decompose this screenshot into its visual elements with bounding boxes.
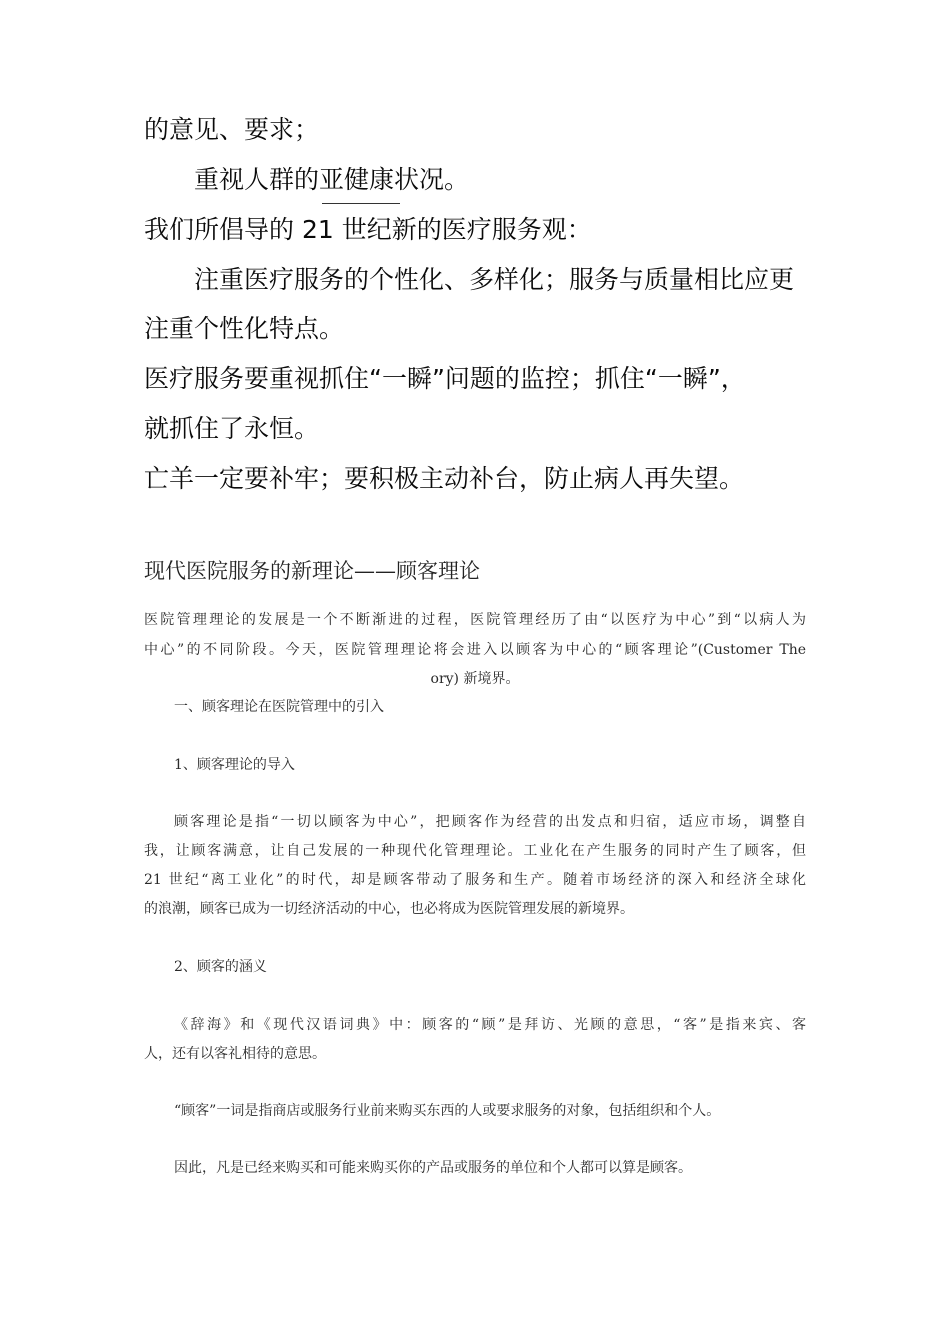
paragraph-line: “顾客”一词是指商店或服务行业前来购买东西的人或要求服务的对象，包括组织和个人。 bbox=[174, 1103, 721, 1119]
paragraph-line: 我，让顾客满意，让自己发展的一种现代化管理理论。工业化在产生服务的同时产生了顾客，但 bbox=[144, 843, 806, 859]
paragraph-line: 医院管理理论的发展是一个不断渐进的过程，医院管理经历了由“以医疗为中心”到“以病人为 bbox=[144, 612, 806, 628]
paragraph-line: 《辞海》和《现代汉语词典》中：顾客的“顾”是拜访、光顾的意思，“客”是指来宾、客 bbox=[174, 1017, 806, 1033]
section-title: 现代医院服务的新理论——顾客理论 bbox=[144, 559, 480, 583]
text-line: 的意见、要求； bbox=[144, 115, 320, 144]
text-line: 医疗服务要重视抓住“一瞬”问题的监控；抓住“一瞬”， bbox=[144, 364, 746, 393]
text-line: 我们所倡导的 21 世纪新的医疗服务观： bbox=[144, 215, 592, 244]
paragraph-line: 21 世纪“离工业化”的时代，却是顾客带动了服务和生产。随着市场经济的深入和经济全球化 bbox=[144, 872, 806, 888]
text-line: 亡羊一定要补牢；要积极主动补台，防止病人再失望。 bbox=[144, 464, 745, 493]
paragraph-line: 中心”的不同阶段。今天，医院管理理论将会进入以顾客为中心的“顾客理论”(Customer The bbox=[144, 642, 806, 658]
paragraph-line: 的浪潮，顾客已成为一切经济活动的中心，也必将成为医院管理发展的新境界。 bbox=[144, 901, 634, 917]
subheading: 1、顾客理论的导入 bbox=[174, 757, 295, 773]
text-line: 就抓住了永恒。 bbox=[144, 414, 320, 443]
text-line: 注重医疗服务的个性化、多样化；服务与质量相比应更 bbox=[194, 265, 795, 294]
subheading: 一、顾客理论在医院管理中的引入 bbox=[174, 699, 384, 715]
paragraph-line: ory) 新境界。 bbox=[430, 671, 520, 687]
text-line: 重视人群的亚健康状况。 bbox=[194, 165, 470, 194]
paragraph-line: 顾客理论是指“一切以顾客为中心”，把顾客作为经营的出发点和归宿，适应市场，调整自 bbox=[174, 814, 806, 830]
subheading: 2、顾客的涵义 bbox=[174, 959, 267, 975]
underline-divider bbox=[322, 203, 400, 204]
text-line: 注重个性化特点。 bbox=[144, 314, 345, 343]
paragraph-line: 人，还有以客礼相待的意思。 bbox=[144, 1046, 326, 1062]
paragraph-line: 因此，凡是已经来购买和可能来购买你的产品或服务的单位和个人都可以算是顾客。 bbox=[174, 1160, 692, 1176]
